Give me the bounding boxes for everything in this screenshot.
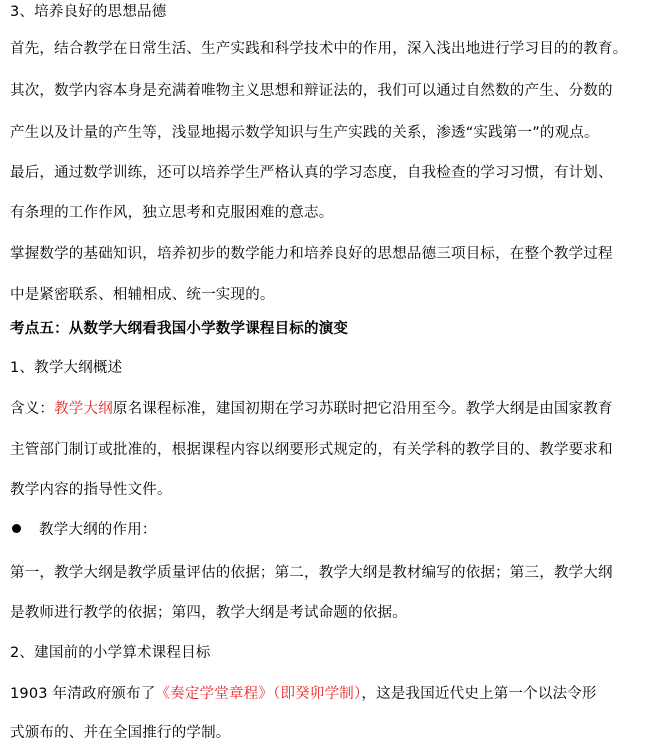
paragraph-summary-line-1: 掌握数学的基础知识，培养初步的数学能力和培养良好的思想品德三项目标，在整个教学过程 bbox=[10, 246, 613, 262]
subheading-pre-founding-goals: 2、建国前的小学算术课程目标 bbox=[10, 645, 211, 661]
paragraph-definition-line-1 bbox=[10, 397, 655, 421]
highlight-charter-title: 《奏定学堂章程》（即癸卯学制） bbox=[155, 686, 362, 702]
definition-text: 原名课程标准，建国初期在学习苏联时把它沿用至今。教学大纲是由国家教育 bbox=[112, 401, 613, 417]
paragraph-1903-line-2: 式颁布的、并在全国推行的学制。 bbox=[10, 725, 231, 741]
bullet-item-syllabus-function bbox=[10, 518, 655, 542]
paragraph-1903-line-1 bbox=[10, 682, 655, 706]
section-heading-point-five: 考点五：从数学大纲看我国小学数学课程目标的演变 bbox=[10, 321, 349, 337]
bullet-dot-icon bbox=[12, 524, 21, 533]
paragraph-definition-line-3: 教学内容的指导性文件。 bbox=[10, 482, 172, 498]
highlight-term-syllabus: 教学大纲 bbox=[54, 401, 113, 417]
definition-label: 含义： bbox=[10, 401, 55, 417]
paragraph-second-line-2: 产生以及计量的产生等，浅显地揭示数学知识与生产实践的关系，渗透“实践第一”的观点。 bbox=[10, 125, 599, 141]
paragraph-functions-line-2: 是教师进行教学的依据；第四，教学大纲是考试命题的依据。 bbox=[10, 605, 407, 621]
subheading-moral-character: 3、培养良好的思想品德 bbox=[10, 4, 167, 20]
subheading-syllabus-overview: 1、教学大纲概述 bbox=[10, 360, 123, 376]
paragraph-first-line-1: 首先，结合教学在日常生活、生产实践和科学技术中的作用，深入浅出地进行学习目的的教育。 bbox=[10, 41, 628, 57]
paragraph-summary-line-2: 中是紧密联系、相辅相成、统一实现的。 bbox=[10, 287, 275, 303]
paragraph-third-line-2: 有条理的工作作风，独立思考和克服困难的意志。 bbox=[10, 205, 334, 221]
paragraph-definition-line-2: 主管部门制订或批准的，根据课程内容以纲要形式规定的，有关学科的教学目的、教学要求和 bbox=[10, 442, 613, 458]
paragraph-functions-line-1: 第一，教学大纲是教学质量评估的依据；第二，教学大纲是教材编写的依据；第三，教学大纲 bbox=[10, 565, 613, 581]
bullet-text: 教学大纲的作用： bbox=[39, 522, 157, 538]
paragraph-second-line-1: 其次，数学内容本身是充满着唯物主义思想和辩证法的，我们可以通过自然数的产生、分数的 bbox=[10, 83, 613, 99]
charter-description: ，这是我国近代史上第一个以法令形 bbox=[361, 686, 597, 702]
year-text: 1903 年清政府颁布了 bbox=[10, 686, 156, 702]
paragraph-third-line-1: 最后，通过数学训练，还可以培养学生严格认真的学习态度，自我检查的学习习惯，有计划、 bbox=[10, 165, 613, 181]
